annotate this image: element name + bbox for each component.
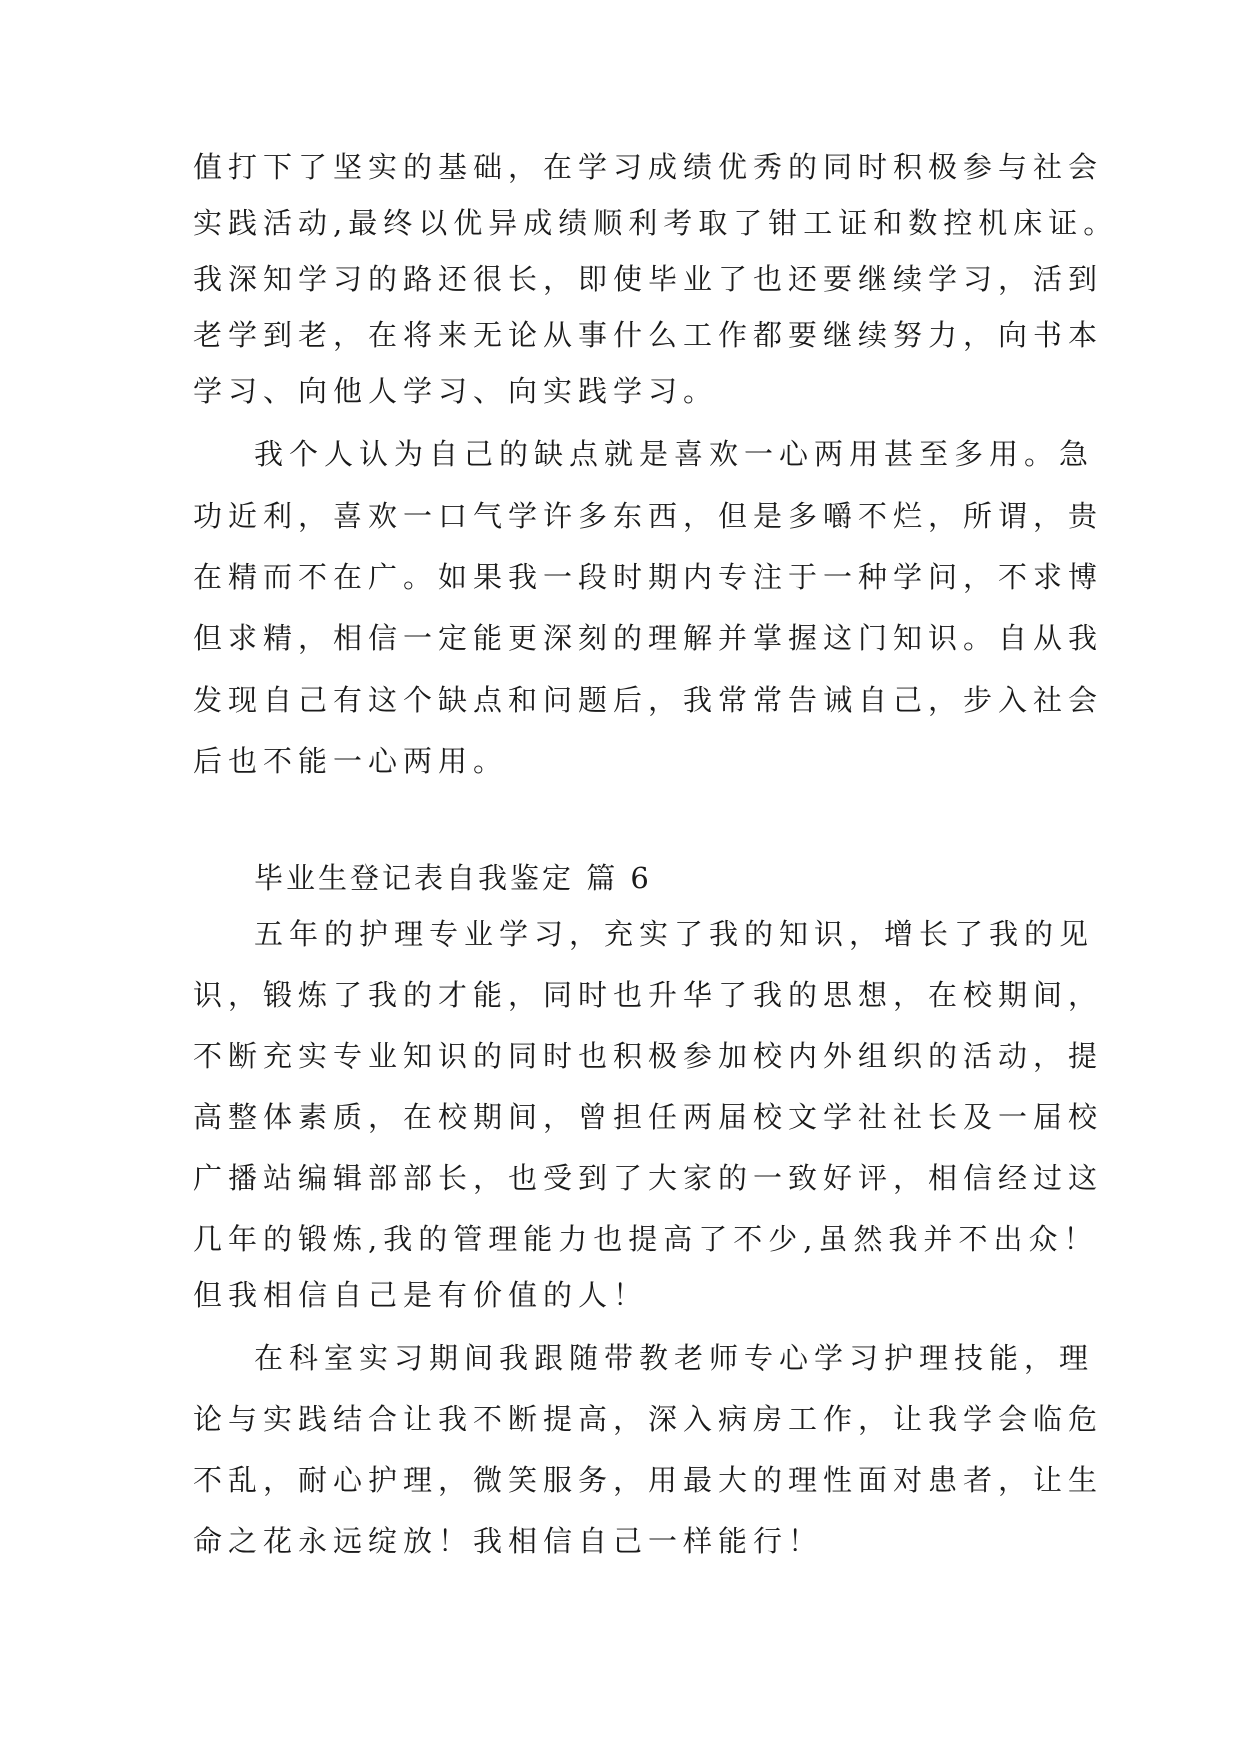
text-line: 功近利，喜欢一口气学许多东西，但是多嚼不烂，所谓，贵 xyxy=(193,499,1104,533)
text-line: 老学到老，在将来无论从事什么工作都要继续努力，向书本 xyxy=(193,318,1104,352)
text-line: 但我相信自己是有价值的人！ xyxy=(193,1278,649,1312)
text-line: 在科室实习期间我跟随带教老师专心学习护理技能，理 xyxy=(254,1341,1095,1375)
text-line: 发现自己有这个缺点和问题后，我常常告诫自己，步入社会 xyxy=(193,683,1104,717)
text-line: 高整体素质，在校期间，曾担任两届校文学社社长及一届校 xyxy=(193,1100,1104,1134)
text-line: 命之花永远绽放！我相信自己一样能行！ xyxy=(193,1524,824,1558)
text-line: 值打下了坚实的基础，在学习成绩优秀的同时积极参与社会 xyxy=(193,150,1104,184)
text-line: 不乱，耐心护理，微笑服务，用最大的理性面对患者，让生 xyxy=(193,1463,1104,1497)
text-line: 广播站编辑部部长，也受到了大家的一致好评，相信经过这 xyxy=(193,1161,1104,1195)
text-line: 识，锻炼了我的才能，同时也升华了我的思想，在校期间， xyxy=(193,978,1104,1012)
text-line: 实践活动,最终以优异成绩顺利考取了钳工证和数控机床证。 xyxy=(193,206,1119,240)
text-line: 学习、向他人学习、向实践学习。 xyxy=(193,374,719,408)
section-heading: 毕业生登记表自我鉴定 篇 6 xyxy=(254,861,652,895)
text-line: 几年的锻炼,我的管理能力也提高了不少,虽然我并不出众！ xyxy=(193,1222,1099,1256)
text-line: 五年的护理专业学习，充实了我的知识，增长了我的见 xyxy=(254,917,1095,951)
text-line: 后也不能一心两用。 xyxy=(193,744,509,778)
text-line: 我个人认为自己的缺点就是喜欢一心两用甚至多用。急 xyxy=(254,437,1095,471)
text-line: 不断充实专业知识的同时也积极参加校内外组织的活动，提 xyxy=(193,1039,1104,1073)
text-line: 但求精，相信一定能更深刻的理解并掌握这门知识。自从我 xyxy=(193,621,1104,655)
text-line: 在精而不在广。如果我一段时期内专注于一种学问，不求博 xyxy=(193,560,1104,594)
text-line: 我深知学习的路还很长，即使毕业了也还要继续学习，活到 xyxy=(193,262,1104,296)
text-line: 论与实践结合让我不断提高，深入病房工作，让我学会临危 xyxy=(193,1402,1104,1436)
